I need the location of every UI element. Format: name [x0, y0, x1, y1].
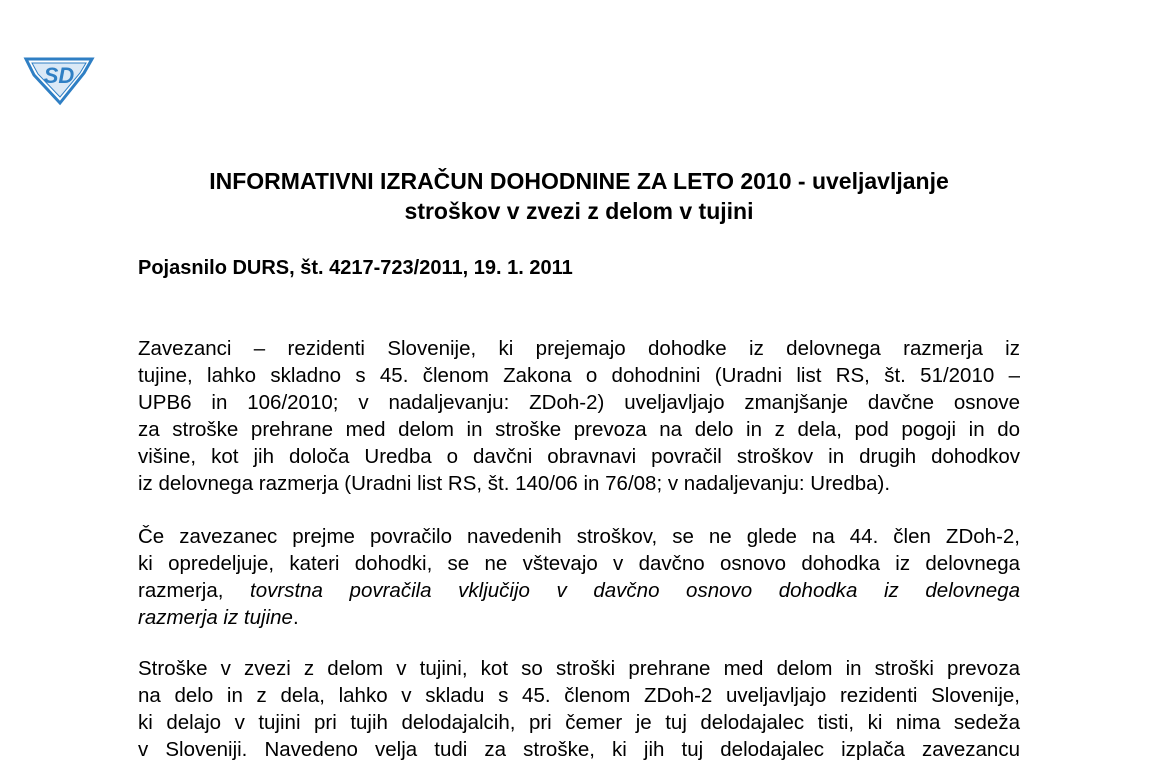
paragraph-line: ki opredeljuje, kateri dohodki, se ne vštevajo v davčno osnovo dohodka iz delovnega [138, 552, 1020, 575]
shield-sd-logo-icon [22, 49, 96, 105]
paragraph-line: iz delovnega razmerja (Uradni list RS, št. 140/06 in 76/08; v nadaljevanju: Uredba). [138, 472, 891, 495]
paragraph-line: višine, kot jih določa Uredba o davčni obravnavi povračil stroškov in drugih dohodkov [138, 445, 1020, 468]
paragraph-line: za stroške prehrane med delom in stroške prevoza na delo in z dela, pod pogoji in do [138, 418, 1020, 441]
paragraph-line: Če zavezanec prejme povračilo navedenih stroškov, se ne glede na 44. člen ZDoh-2, [138, 525, 1020, 548]
paragraph-text: razmerja, [138, 579, 251, 602]
paragraph-line: Stroške v zvezi z delom v tujini, kot so stroški prehrane med delom in stroški prevoza [138, 657, 1020, 680]
document-title [138, 166, 1020, 226]
paragraph-text: . [292, 606, 299, 629]
svg-text:SD: SD [43, 63, 75, 88]
document-subtitle: Pojasnilo DURS, št. 4217-723/2011, 19. 1. 2011 [138, 257, 573, 279]
paragraph-3 [138, 655, 1020, 763]
paragraph-2 [138, 523, 1020, 631]
paragraph-emphasis: razmerja iz tujine [138, 606, 293, 629]
paragraph-line [138, 604, 1020, 631]
paragraph-line: Zavezanci – rezidenti Slovenije, ki prejemajo dohodke iz delovnega razmerja iz [138, 337, 1020, 360]
paragraph-line: ki delajo v tujini pri tujih delodajalcih, pri čemer je tuj delodajalec tisti, ki nima sedeža [138, 711, 1020, 734]
title-line: stroškov v zvezi z delom v tujini [404, 198, 754, 224]
paragraph-line: na delo in z dela, lahko v skladu s 45. členom ZDoh-2 uveljavljajo rezidenti Slovenije, [138, 684, 1020, 707]
paragraph-line: tujine, lahko skladno s 45. členom Zakona o dohodnini (Uradni list RS, št. 51/2010 – [138, 364, 1020, 387]
paragraph-1 [138, 335, 1020, 497]
title-line: INFORMATIVNI IZRAČUN DOHODNINE ZA LETO 2010 - uveljavljanje [209, 168, 949, 194]
paragraph-line: UPB6 in 106/2010; v nadaljevanju: ZDoh-2) uveljavljajo zmanjšanje davčne osnove [138, 391, 1020, 414]
paragraph-line [138, 577, 1020, 604]
paragraph-emphasis: tovrstna povračila vključijo v davčno osnovo dohodka iz delovnega [250, 579, 1020, 602]
paragraph-line: v Sloveniji. Navedeno velja tudi za stroške, ki jih tuj delodajalec izplača zavezancu [138, 738, 1020, 761]
